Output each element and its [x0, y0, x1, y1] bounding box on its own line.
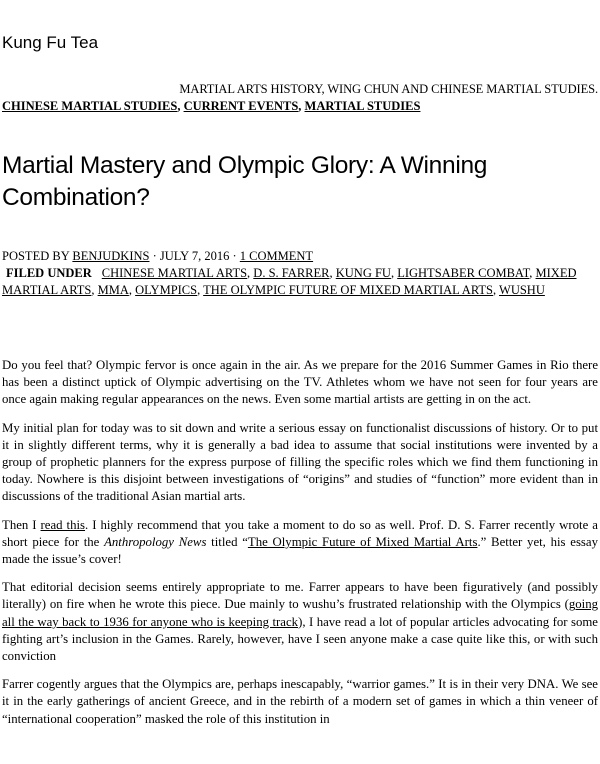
- author-link[interactable]: BENJUDKINS: [72, 249, 150, 263]
- text: .” Better yet, his essay made the issue’s cover!: [2, 534, 598, 567]
- category-link-chinese-martial-studies[interactable]: CHINESE MARTIAL STUDIES: [2, 99, 178, 113]
- tag-separator: ,: [128, 283, 136, 297]
- text: . I highly recommend that you take a moment to do so as well. Prof. D. S. Farrer recently wrote a short piece for the: [2, 517, 598, 549]
- tag-separator: ,: [91, 283, 98, 297]
- publication-name: Anthropology News: [104, 534, 207, 549]
- tag-separator: ,: [247, 266, 254, 280]
- comments-link[interactable]: 1 COMMENT: [239, 249, 314, 263]
- post-title: Martial Mastery and Olympic Glory: A Winning Combination?: [2, 152, 488, 211]
- paragraph: Do you feel that? Olympic fervor is once again in the air. As we prepare for the 2016 Summer Games in Rio there has been a distinct uptick of Olympic advertising on the TV. Athletes whom we have not seen for four years are once again making regular appearances on the news. Even some martial artists are getting in on the act.: [2, 358, 598, 407]
- tag-link[interactable]: LIGHTSABER COMBAT: [397, 266, 530, 280]
- paragraph: Farrer cogently argues that the Olympics are, perhaps inescapably, “warrior games.” It is in their very DNA. We see it in the early gatherings of ancient Greece, and in the rebirth of a modern set of games in which a thin veneer of “international cooperation” masked the role of this institution in: [2, 677, 598, 726]
- post-meta: [2, 248, 598, 299]
- tag-link[interactable]: THE OLYMPIC FUTURE OF MIXED MARTIAL ARTS: [203, 283, 493, 297]
- text: titled “: [206, 534, 248, 549]
- tag-separator: ,: [493, 283, 500, 297]
- text: That editorial decision seems entirely appropriate to me. Farrer appears to have been figuratively (and possibly literally) on fire when he wrote this piece. Due mainly to wushu’s frustrated relationship with the Olympics (: [2, 580, 598, 612]
- article-link[interactable]: The Olympic Future of Mixed Martial Arts: [247, 534, 478, 549]
- category-separator: ,: [177, 99, 184, 113]
- paragraph: [2, 517, 598, 569]
- category-link-martial-studies[interactable]: MARTIAL STUDIES: [304, 99, 421, 113]
- filed-under-label: FILED UNDER: [6, 266, 92, 280]
- post-date: JULY 7, 2016: [159, 249, 230, 263]
- category-link-current-events[interactable]: CURRENT EVENTS: [183, 99, 299, 113]
- history-link[interactable]: going all the way back to 1936 for anyone who is keeping track: [2, 597, 598, 629]
- tag-separator: ,: [529, 266, 536, 280]
- site-title[interactable]: Kung Fu Tea: [2, 33, 99, 52]
- tag-separator: ,: [390, 266, 398, 280]
- meta-dot: ·: [149, 249, 160, 263]
- tag-separator: ,: [329, 266, 336, 280]
- post-content: [2, 357, 598, 739]
- tag-link[interactable]: WUSHU: [499, 283, 545, 297]
- paragraph: My initial plan for today was to sit down and write a serious essay on functionalist discussions of history. Or to put it in slightly different terms, why it is generally a bad idea to assume that social institutions were invented by a group of prophetic planners for the express purpose of filling the specific roles which we find them functioning in today. Nowhere is this disjoint between investigations of “origins” and studies of “function” more evident than in discussions of the traditional Asian martial arts.: [2, 420, 598, 504]
- tag-link[interactable]: OLYMPICS: [135, 283, 198, 297]
- category-links: [2, 99, 420, 114]
- posted-by-label: POSTED BY: [2, 249, 73, 263]
- category-separator: ,: [298, 99, 305, 113]
- tag-separator: ,: [197, 283, 204, 297]
- tag-link[interactable]: MIXED MARTIAL ARTS: [2, 266, 577, 297]
- meta-dot: ·: [229, 249, 240, 263]
- paragraph: [2, 579, 598, 665]
- tag-link[interactable]: CHINESE MARTIAL ARTS: [101, 266, 248, 280]
- text: Then I: [2, 517, 41, 532]
- tag-link[interactable]: MMA: [97, 283, 129, 297]
- read-this-link[interactable]: read this: [40, 517, 86, 532]
- text: ), I have read a lot of popular articles advocating for some fighting art’s inclusion in the Games. Rarely, however, have I seen anyone make a case quite like this, or with such conviction: [2, 614, 598, 664]
- tag-link[interactable]: KUNG FU: [335, 266, 391, 280]
- tag-link[interactable]: D. S. FARRER: [253, 266, 330, 280]
- site-tagline: MARTIAL ARTS HISTORY, WING CHUN AND CHINESE MARTIAL STUDIES.: [179, 82, 598, 96]
